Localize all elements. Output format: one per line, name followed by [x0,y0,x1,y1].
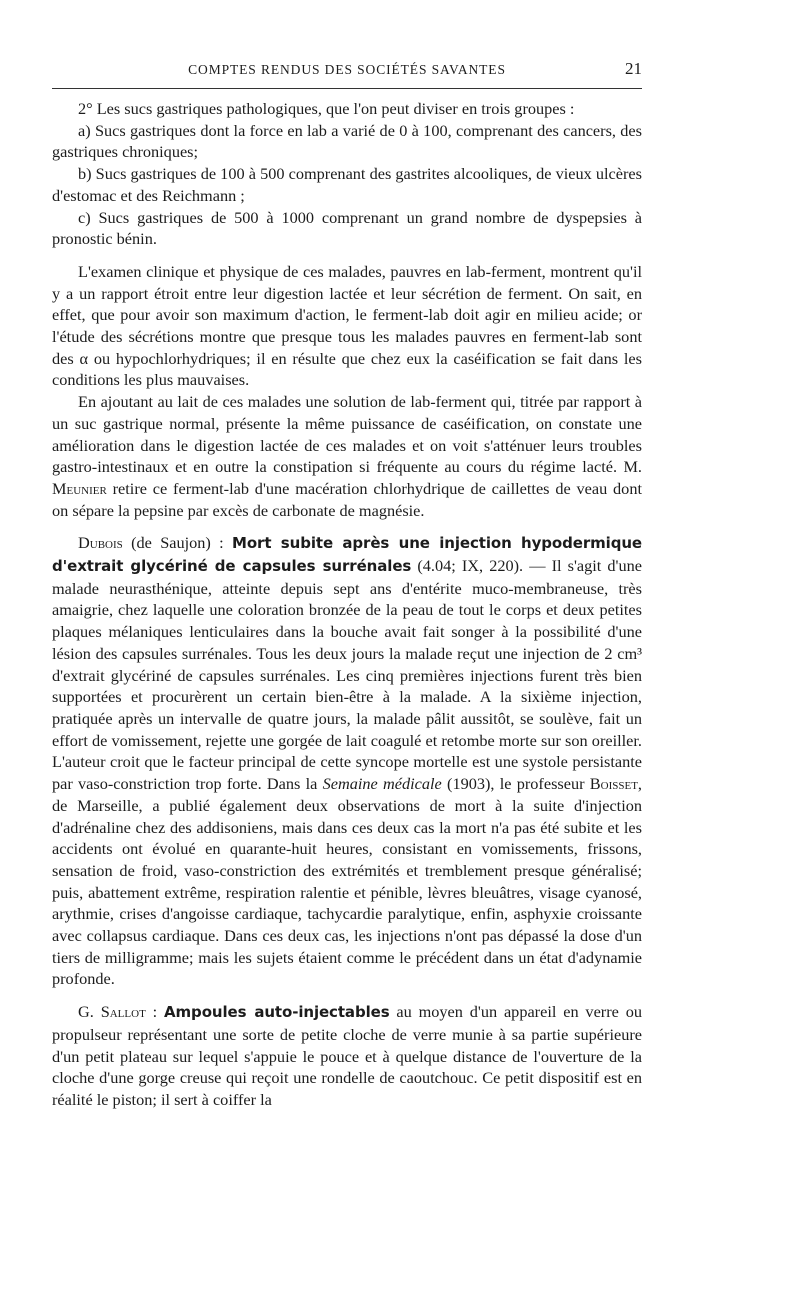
text-segment: Il s'agit d'une malade neurasthénique, atteinte depuis sept ans d'entérite muco-membraneuse, très amaigrie, chez laquelle une coloration bronzée de la peau de tout le corps et deux petites plaques mélaniques lenticulaires dans la bouche avait fait songer à la possibilité d'une lésion des capsules surrénales. Tous les deux jours la malade reçut une injection de 2 cm³ d'extrait glycériné de capsules surrénales. Les cinq premières injections furent très bien supportées et procurèrent un certain bien-être à la malade. A la sixième injection, pratiquée après un intervalle de quatre jours, la malade pâlit aussitôt, se soulève, fait un effort de vomissement, rejette une gorgée de lait coagulé et retombe morte sur son oreiller. L'auteur croit que le facteur principal de cette syncope mortelle est une systole persistante par vaso-constriction trop forte. Dans la [52,556,642,794]
paragraph-dubois [52,532,642,990]
gastric-groups-intro: 2° Les sucs gastriques pathologiques, que l'on peut diviser en trois groupes : [78,99,575,118]
page-number: 21 [625,59,642,78]
author-name: Sallot [100,1002,146,1022]
author-name: Meunier [52,478,107,498]
article-title: Ampoules auto-injectables [164,1003,390,1022]
author-name: Dubois [78,533,123,553]
paragraph-clinical-exam: L'examen clinique et physique de ces malades, pauvres en lab-ferment, montrent qu'il y a un rapport étroit entre leur digestion lactée et leur sécrétion de ferment. On sait, en effet, que pour avoir son maximum d'action, le ferment-lab doit agir en milieu acide; or l'étude des sécrétions montre que presque tous les malades pauvres en ferment-lab sont des α ou hypochlorhydriques; il en résulte que chez eux la caséification se fait dans les conditions les plus mauvaises. [52,261,642,390]
group-c: c) Sucs gastriques de 500 à 1000 comprenant un grand nombre de dyspepsies à pronostic bénin. [52,207,642,249]
reference: (4.04; IX, 220). — [411,556,552,576]
header-title: COMPTES RENDUS DES SOCIÉTÉS SAVANTES [188,62,506,77]
header-rule [52,88,642,89]
journal-name: Semaine médicale [322,774,442,794]
author-name: Boisset [589,774,638,794]
author-initial: G. [78,1002,101,1022]
paragraph-sallot [52,1001,642,1111]
paragraph-lab-ferment [52,391,642,521]
separator: : [145,1002,165,1022]
text-segment: En ajoutant au lait de ces malades une solution de lab-ferment qui, titrée par rapport à un suc gastrique normal, présente la même puissance de caséification, on constate une amélioration dans le digestion lactée de ces malades et on voit s'atténuer leurs troubles gastro-intestinaux et en outre la constipation si fréquente au cours du régime lacté. M. [52,392,642,477]
text-segment: au moyen d'un appareil en verre ou propulseur représentant une sorte de petite cloche de verre munie à sa partie supérieure d'un petit plateau sur lequel s'appuie le pouce et à quelque distance de l'ouverture de la cloche d'une gorge creuse qui reçoit une rondelle de caoutchouc. Ce petit dispositif est en réalité le piston; il sert à coiffer la [52,1002,643,1109]
article-title: Mort subite après une injection hypodermique d'extrait glycériné de capsules surrénales [52,534,642,576]
author-place: (de Saujon) : [122,533,233,553]
group-b: b) Sucs gastriques de 100 à 500 comprenant des gastrites alcooliques, de vieux ulcères d'estomac et des Reichmann ; [52,164,642,205]
text-segment: retire ce ferment-lab d'une macération chlorhydrique de caillettes de veau dont on sépare la pepsine par excès de carbonate de magnésie. [52,478,642,520]
text-segment: (1903), le professeur [441,774,590,794]
group-a: a) Sucs gastriques dont la force en lab a varié de 0 à 100, comprenant des cancers, des gastriques chroniques; [52,120,642,162]
text-segment: , de Marseille, a publié également deux observations de mort à la suite d'injection d'adrénaline chez des addisoniens, mais dans ces deux cas la mort n'a pas été subite et les accidents ont évolué en quarante-huit heures, consistant en vomissements, frissons, sensation de froid, vaso-constriction des extrémités et tremblement presque généralisé; puis, abattement extrême, respiration ralentie et pénible, lèvres bleuâtres, visage cyanosé, arythmie, crises d'angoisse cardiaque, tachycardie paralytique, enfin, asphyxie croissante avec collapsus cardiaque. Dans ces deux cas, les injections n'ont pas dépassé la dose d'un tiers de milligramme; mais les sujets étaient comme le précédent dans un état d'adynamie profonde. [52,774,642,989]
body-text [52,98,642,1111]
